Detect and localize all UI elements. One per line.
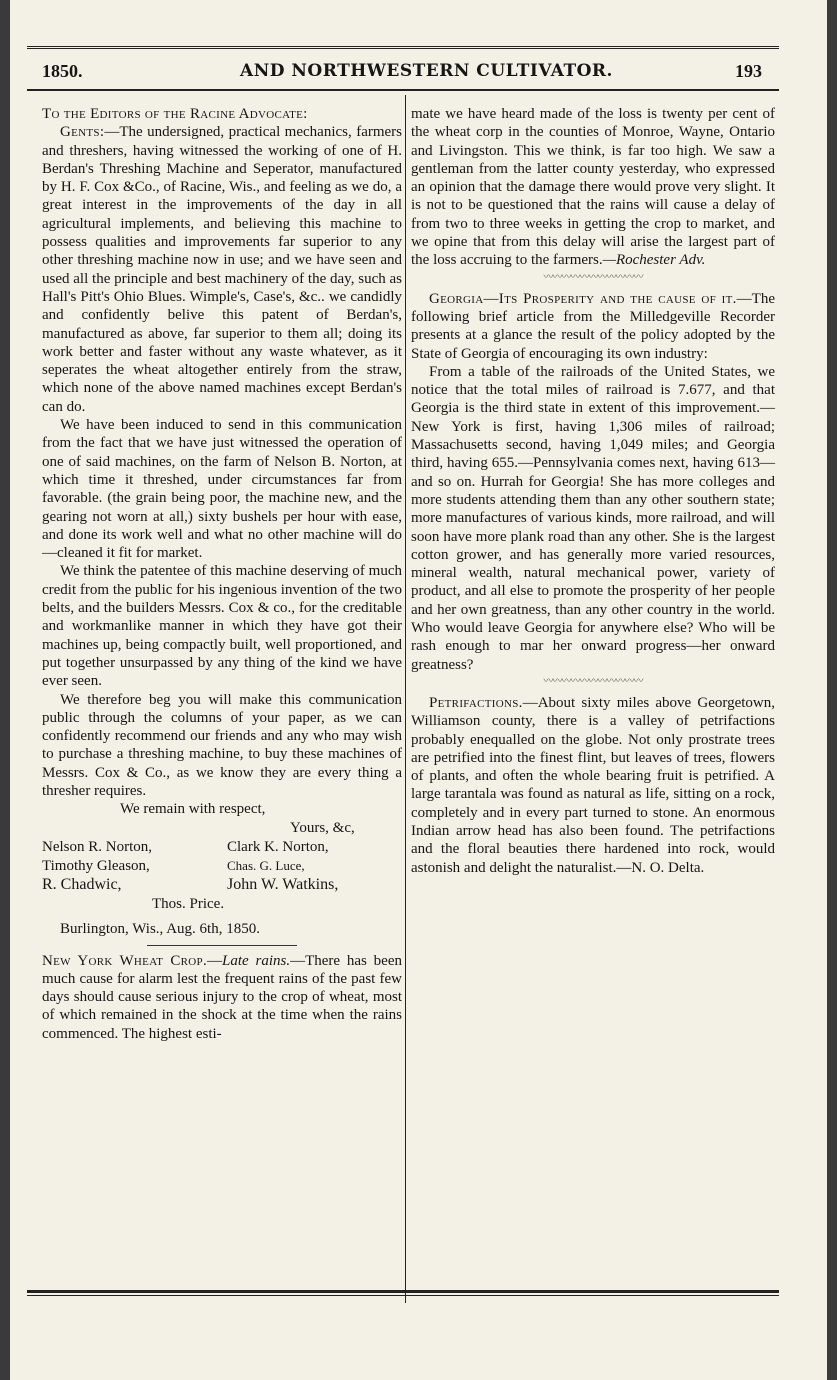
gents-label: Gents:	[60, 124, 105, 141]
header-title: AND NORTHWESTERN CULTIVATOR.	[240, 61, 613, 81]
letter-paragraph-4: We therefore beg you will make this communication public through the columns of your paper, as we can confidently recommend our friends and any who may wish to purchase a threshing machine, to buy these machines of Messrs. Cox & Co., as we know they are every thing a thresher requires.	[42, 691, 402, 799]
closing-line: We remain with respect,	[120, 801, 266, 818]
signature-1: Nelson R. Norton,	[42, 839, 152, 856]
wheat-article: New York Wheat Crop.—Late rains.—There has been much cause for alarm lest the frequent rains of the past few days should cause serious injury to the crop of wheat, most of which remained in the shock at the time when the rains commenced. The highest esti-	[42, 952, 402, 1042]
page-frame	[27, 46, 779, 1301]
page-number: 193	[735, 61, 762, 81]
bottom-rule-thick	[27, 1290, 779, 1293]
header-rule	[27, 89, 779, 91]
petrifactions-article	[411, 694, 775, 877]
signature-2: Clark K. Norton,	[227, 839, 329, 856]
wavy-separator: 〰〰〰〰〰〰〰〰〰〰〰	[543, 271, 643, 283]
letter-paragraph-3: We think the patentee of this machine deserving of much credit from the public for his ingenious invention of the two belts, and the builders Messrs. Cox & co., for the creditable and workmanlike manner in which they have got their machines up, being compactly built, well proportioned, and put together unsurpassed by any thing of the kind we have ever seen.	[42, 563, 402, 690]
wavy-separator-2: 〰〰〰〰〰〰〰〰〰〰〰	[543, 675, 643, 687]
georgia-intro: —The following brief article from the Milledgeville Recorder presents at a glance the result of the policy adopted by the State of Georgia of encouraging its own industry:	[411, 290, 775, 362]
letter-salutation: To the Editors of the Racine Advocate:	[42, 106, 308, 122]
letter-paragraph-1	[42, 123, 402, 416]
newspaper-page	[10, 0, 827, 1380]
petrifactions-heading: Petrifactions.	[429, 694, 523, 711]
letter-paragraph-2: We have been induced to send in this communication from the fact that we have just witnessed the operation of one of said machines, on the farm of Nelson B. Norton, at which time it threshed, under circumstances far from favorable. (the grain being poor, the machine new, and the gearing not worn at all,) sixty bushels per hour with ease, and done its work well and what no other machine will do—cleaned it fit for market.	[42, 417, 402, 562]
signature-7: Thos. Price.	[152, 896, 225, 913]
signature-4: Chas. G. Luce,	[227, 858, 305, 874]
wheat-cont-text: mate we have heard made of the loss is twenty per cent of the wheat corp in the counties of Monroe, Wayne, Ontario and Livingston. This we think, is far too high. We saw a gentleman from the latter county yesterday, who expressed an opinion that the damage there would prove very slight. It is not to be questioned that the rains will cause a delay of from two to three weeks in getting the crop to market, and we opine that from this delay will arise the largest part of the loss accruing to the farmers.	[411, 106, 775, 269]
letter-dateline: Burlington, Wis., Aug. 6th, 1850.	[60, 921, 260, 938]
right-column	[411, 105, 775, 877]
bottom-rule-thin	[27, 1295, 779, 1296]
georgia-heading: Georgia—Its Prosperity and the cause of it.	[429, 290, 737, 307]
signature-3: Timothy Gleason,	[42, 858, 150, 875]
georgia-article	[411, 290, 775, 363]
signature-5: R. Chadwic,	[42, 876, 122, 894]
wheat-text: —There has been much cause for alarm lest the frequent rains of the past few days should cause serious injury to the crop of wheat, most of which remained in the shock at the time when the rains commenced. The highest esti-	[42, 952, 402, 1042]
signature-block	[42, 800, 402, 920]
letter-p1-text: —The undersigned, practical mechanics, farmers and threshers, having witnessed the working of one of H. Berdan's Threshing Machine and Seperator, manufactured by H. F. Cox &Co., of Racine, Wis., and feeling as we do, a great interest in the improvements of the day in all agricultural implements, and believing this machine to possess qualities and improvements far superior to any other threshing machine now in use; and we have seen and used all the principle and best machinery of the day, such as Hall's Pitt's Ohio Blues. Wimple's, Case's, &c.. we candidly and confidently belive this patent of Berdan's, manufactured as above, far superior to them all; doing its work better and faster without any waste whatever, as it seperates the wheat altogether entirely from the straw, which none of the above named machines except Berdan's can do.	[42, 124, 402, 415]
header-year: 1850.	[42, 61, 83, 81]
running-header	[42, 59, 762, 85]
petrifactions-text: —About sixty miles above Georgetown, Williamson county, there is a valley of petrifactions probably enequalled on the globe. Not only prostrate trees are petrified into the finest flint, but leaves of trees, flowers of plants, and often the whole bearing fruit is petrified. A large tarantala was found as natural as life, sitting on a rock, completely and in every part turned to stone. An enormous Indian arrow head has also been found. The petrifactions and the floral beauties there hardened into rock, would astonish and delight the naturalist.—N. O. Delta.	[411, 694, 775, 876]
georgia-body: From a table of the railroads of the United States, we notice that the total miles of railroad is 7.677, and that Georgia is the third state in extent of this improvement.—New York is first, having 1,306 miles of railroad; Massachusetts second, having 1,049 miles; and Georgia third, having 655.—Pennsylvania comes next, having 613—and so on. Hurrah for Georgia! She has more colleges and more students attending them than any other southern state; more manufactures of various kinds, more railroad, and will soon have more plank road than any other. She is the largest cotton grower, and has generally more varied resources, mineral wealth, natural mechanical power, variety of product, and all else to promote the prosperity of her people and her own greatness, than any other country in the world. Who would leave Georgia for anywhere else? Who will be rash enough to mar her onward progress—her onward greatness?	[411, 363, 775, 673]
article-separator	[147, 945, 297, 946]
wheat-subhead: Late rains.	[222, 952, 291, 969]
wheat-continued	[411, 105, 775, 270]
wheat-source: —Rochester Adv.	[602, 252, 706, 269]
yours-line: Yours, &c,	[290, 820, 355, 837]
wheat-heading: New York Wheat Crop.	[42, 952, 208, 969]
signature-6: John W. Watkins,	[227, 876, 339, 894]
column-divider	[405, 95, 406, 1303]
left-column	[42, 105, 402, 1043]
